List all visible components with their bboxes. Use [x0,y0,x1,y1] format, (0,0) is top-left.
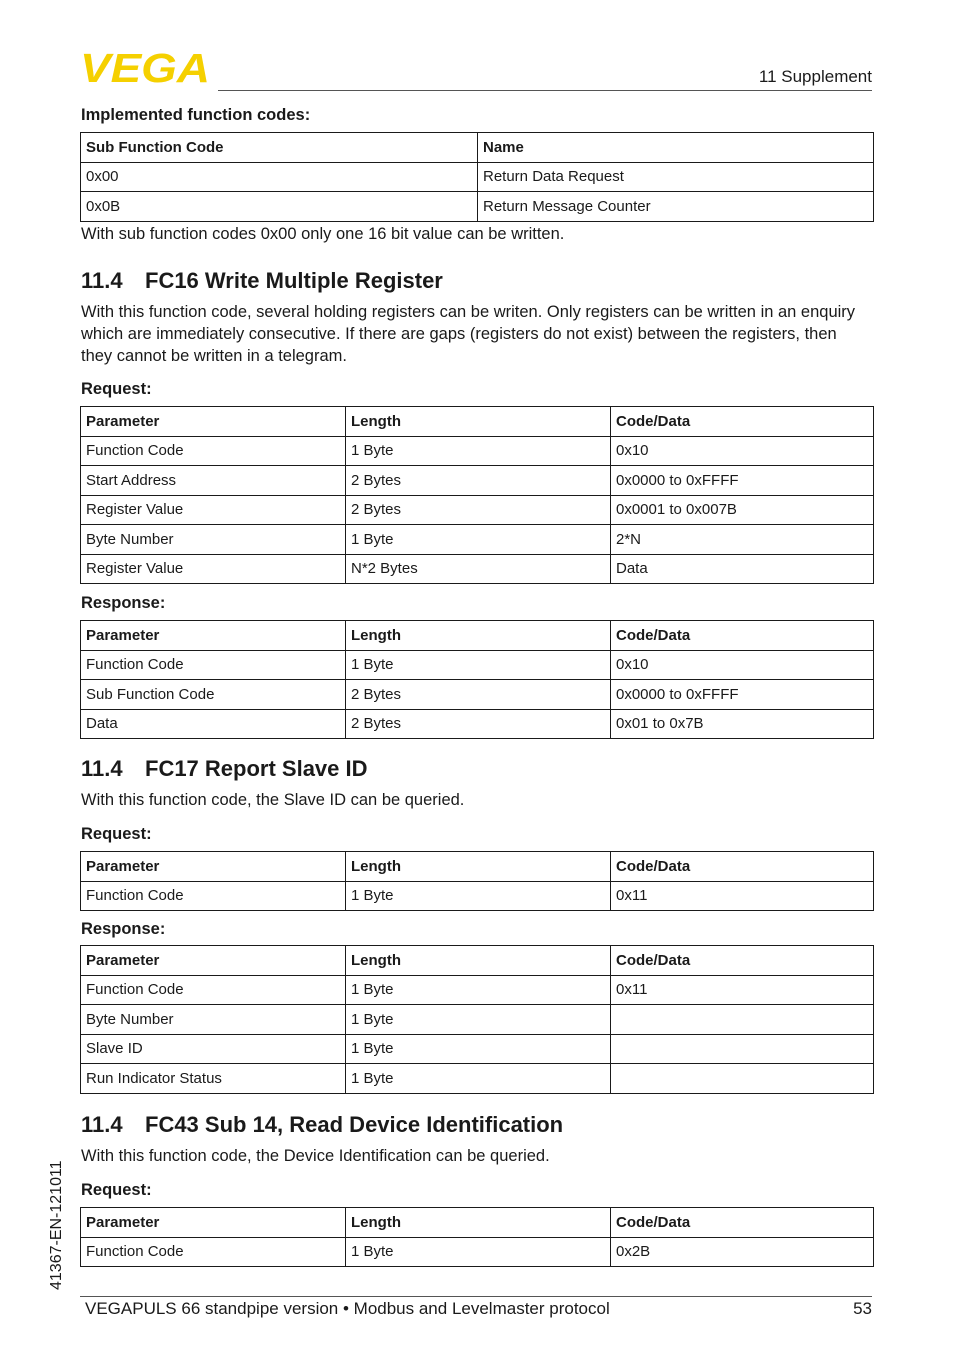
table-header-cell: Parameter [81,1208,346,1238]
table-cell: Return Data Request [478,162,874,192]
table-header-cell: Parameter [81,621,346,651]
section-title: FC16 Write Multiple Register [145,268,443,293]
implemented-codes-label: Implemented function codes: [81,106,311,124]
section-heading-fc17 [81,756,368,782]
table-cell: 0x0001 to 0x007B [611,495,874,525]
table-cell: 1 Byte [346,1064,611,1094]
table-cell: 2 Bytes [346,709,611,739]
table-cell: 1 Byte [346,436,611,466]
table-header-cell: Parameter [81,407,346,437]
table-header-row [81,946,874,976]
table-cell: Start Address [81,466,346,496]
section-heading-fc16 [81,268,443,294]
table-header-cell: Code/Data [611,621,874,651]
fc43-request-label: Request: [81,1181,152,1199]
table-cell: 2*N [611,525,874,555]
fc17-response-label: Response: [81,920,166,938]
table-row [81,650,874,680]
fc16-request-label: Request: [81,380,152,398]
fc16-request-table [80,406,874,584]
table-row [81,1005,874,1035]
page-number: 53 [853,1299,872,1318]
table-cell: Data [81,709,346,739]
table-cell: Run Indicator Status [81,1064,346,1094]
table-cell: 0x2B [611,1237,874,1267]
intro-note: With sub function codes 0x00 only one 16 bit value can be written. [81,225,565,243]
table-cell: Sub Function Code [81,680,346,710]
fc16-description: With this function code, several holding registers can be writen. Only registers can be written in an enquiry which are immediately consecutive. If there are gaps (registers do not exist) between the registers, then they cannot be written in a telegram. [81,303,856,365]
table-cell: Function Code [81,1237,346,1267]
footer-divider [80,1296,872,1297]
vega-logo [80,50,212,84]
table-cell: 2 Bytes [346,466,611,496]
table-cell: 0x10 [611,436,874,466]
table-cell: 2 Bytes [346,680,611,710]
table-header-cell: Code/Data [611,852,874,882]
table-header-cell: Name [478,133,874,163]
section-number: 11.4 [81,756,123,781]
table-header-cell: Length [346,852,611,882]
section-title: FC43 Sub 14, Read Device Identification [145,1112,564,1137]
table-cell: Slave ID [81,1034,346,1064]
table-header-row [81,407,874,437]
table-cell: 1 Byte [346,650,611,680]
table-cell [611,1034,874,1064]
table-cell: 0x11 [611,975,874,1005]
table-cell: Function Code [81,436,346,466]
table-cell: Data [611,554,874,584]
table-cell: 0x0000 to 0xFFFF [611,680,874,710]
table-row [81,1064,874,1094]
table-header-row [81,621,874,651]
fc43-request-table [80,1207,874,1267]
table-cell: 0x11 [611,881,874,911]
table-row [81,680,874,710]
table-header-row [81,1208,874,1238]
table-cell: Byte Number [81,1005,346,1035]
table-header-row [81,852,874,882]
table-header-cell: Length [346,407,611,437]
table-row [81,554,874,584]
section-number: 11.4 [81,268,123,293]
table-header-cell: Code/Data [611,1208,874,1238]
section-heading-fc43 [81,1112,563,1138]
fc16-response-label: Response: [81,594,166,612]
table-cell: 1 Byte [346,881,611,911]
table-header-cell: Parameter [81,946,346,976]
table-cell: Return Message Counter [478,192,874,222]
table-header-cell: Length [346,621,611,651]
fc17-request-table [80,851,874,911]
fc17-response-table [80,945,874,1094]
section-number: 11.4 [81,1112,123,1137]
table-cell: Register Value [81,495,346,525]
table-cell [611,1064,874,1094]
table-row [81,162,874,192]
svg-text:VEGA: VEGA [80,50,210,84]
table-cell: N*2 Bytes [346,554,611,584]
table-header-cell: Code/Data [611,946,874,976]
table-cell: 0x00 [81,162,478,192]
table-header-row [81,133,874,163]
section-title: FC17 Report Slave ID [145,756,368,781]
table-cell: 2 Bytes [346,495,611,525]
table-cell: Byte Number [81,525,346,555]
table-row [81,881,874,911]
fc16-response-table [80,620,874,739]
header-section-label: 11 Supplement [758,67,872,86]
table-cell: Function Code [81,881,346,911]
table-cell: 1 Byte [346,1034,611,1064]
table-row [81,975,874,1005]
table-header-cell: Parameter [81,852,346,882]
table-row [81,1034,874,1064]
table-header-cell: Length [346,946,611,976]
table-row [81,466,874,496]
table-header-cell: Length [346,1208,611,1238]
table-cell: Register Value [81,554,346,584]
table-cell: 1 Byte [346,525,611,555]
table-row [81,436,874,466]
table-cell [611,1005,874,1035]
table-cell: 0x01 to 0x7B [611,709,874,739]
table-cell: 1 Byte [346,1237,611,1267]
table-row [81,709,874,739]
table-header-cell: Code/Data [611,407,874,437]
table-row [81,525,874,555]
table-cell: 1 Byte [346,975,611,1005]
implemented-codes-table [80,132,874,222]
table-row [81,192,874,222]
table-row [81,495,874,525]
table-cell: 0x0B [81,192,478,222]
fc17-request-label: Request: [81,825,152,843]
table-cell: Function Code [81,975,346,1005]
header-divider [218,90,872,91]
table-cell: 1 Byte [346,1005,611,1035]
fc17-description: With this function code, the Slave ID can be queried. [81,791,465,809]
document-id: 41367-EN-121011 [48,1160,65,1290]
table-cell: 0x0000 to 0xFFFF [611,466,874,496]
table-row [81,1237,874,1267]
fc43-description: With this function code, the Device Identification can be queried. [81,1147,550,1165]
table-header-cell: Sub Function Code [81,133,478,163]
table-cell: Function Code [81,650,346,680]
footer-title: VEGAPULS 66 standpipe version • Modbus and Levelmaster protocol [85,1299,610,1318]
table-cell: 0x10 [611,650,874,680]
